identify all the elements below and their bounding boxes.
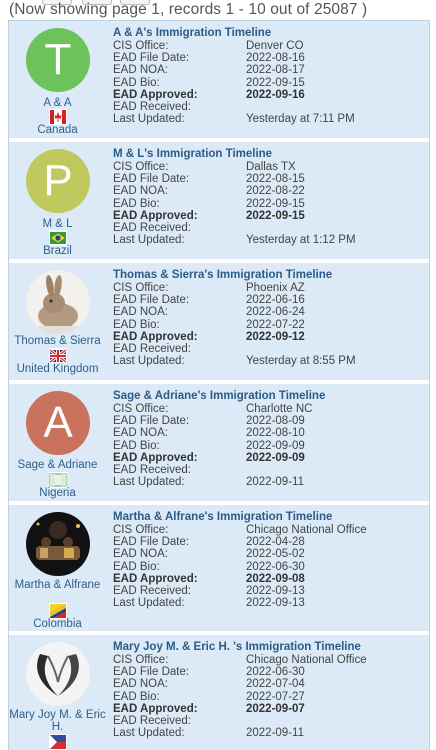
timeline-card[interactable] xyxy=(9,263,429,384)
avatar[interactable]: A xyxy=(26,391,90,455)
approved-value: 2022-09-07 xyxy=(246,702,305,715)
office-row xyxy=(113,161,431,173)
country-label: United Kingdom xyxy=(16,363,99,375)
timeline-card[interactable] xyxy=(9,21,429,142)
field-label: EAD Received: xyxy=(113,100,191,113)
noa-row xyxy=(113,306,431,318)
country-label: Nigeria xyxy=(39,487,76,499)
field-label: EAD Bio: xyxy=(113,560,160,573)
file-date-value: 2022-04-28 xyxy=(246,536,305,549)
approved-value: 2022-09-09 xyxy=(246,451,305,464)
file-date-value: 2022-08-09 xyxy=(246,415,305,428)
approved-value: 2022-09-16 xyxy=(246,88,305,101)
timeline-list xyxy=(8,20,430,750)
office-value: Phoenix AZ xyxy=(246,282,305,294)
updated-row xyxy=(113,355,431,379)
received-row xyxy=(113,464,431,476)
timeline-details xyxy=(113,27,431,137)
field-label: EAD Bio: xyxy=(113,76,160,89)
timeline-card[interactable] xyxy=(9,505,429,635)
file-date-value: 2022-08-16 xyxy=(246,52,305,65)
office-value: Chicago National Office xyxy=(246,524,367,536)
timeline-title[interactable]: Martha & Alfrane's Immigration Timeline xyxy=(113,511,333,523)
file-date-value: 2022-06-30 xyxy=(246,666,305,679)
approved-row xyxy=(113,210,431,222)
office-value: Denver CO xyxy=(246,40,304,52)
updated-row xyxy=(113,727,431,739)
member-name[interactable]: Thomas & Sierra xyxy=(14,335,101,347)
timeline-details xyxy=(113,269,431,379)
field-label: EAD NOA: xyxy=(113,306,168,319)
bio-row xyxy=(113,691,431,703)
noa-value: 2022-07-04 xyxy=(246,678,305,691)
bio-value: 2022-09-09 xyxy=(246,439,305,452)
approved-row xyxy=(113,573,431,585)
bio-value: 2022-09-15 xyxy=(246,76,305,89)
bio-row xyxy=(113,561,431,573)
timeline-card[interactable] xyxy=(9,142,429,263)
office-row xyxy=(113,40,431,52)
approved-row xyxy=(113,89,431,101)
field-label: EAD NOA: xyxy=(113,427,168,440)
noa-value: 2022-06-24 xyxy=(246,306,305,319)
received-row xyxy=(113,585,431,597)
updated-value: 2022-09-13 xyxy=(246,597,305,610)
field-label: CIS Office: xyxy=(113,524,169,536)
approved-row xyxy=(113,331,431,343)
noa-row xyxy=(113,64,431,76)
brazil-flag-icon xyxy=(49,230,67,246)
uk-flag-icon xyxy=(49,348,67,364)
field-label: EAD Bio: xyxy=(113,690,160,703)
received-row xyxy=(113,101,431,113)
received-row xyxy=(113,222,431,234)
noa-row xyxy=(113,678,431,690)
field-label: CIS Office: xyxy=(113,282,169,294)
noa-row xyxy=(113,427,431,439)
timeline-title[interactable]: M & L's Immigration Timeline xyxy=(113,148,273,160)
noa-value: 2022-05-02 xyxy=(246,548,305,561)
file-date-row xyxy=(113,536,431,548)
received-value: 2022-09-13 xyxy=(246,584,305,597)
bio-row xyxy=(113,198,431,210)
timeline-card[interactable] xyxy=(9,635,429,750)
updated-row xyxy=(113,234,431,258)
approved-value: 2022-09-12 xyxy=(246,330,305,343)
timeline-details xyxy=(113,511,431,609)
field-label: EAD Approved: xyxy=(113,330,198,343)
office-value: Dallas TX xyxy=(246,161,296,173)
field-label: EAD Received: xyxy=(113,221,191,234)
noa-value: 2022-08-17 xyxy=(246,64,305,77)
member-name[interactable]: A & A xyxy=(43,97,72,109)
noa-value: 2022-08-22 xyxy=(246,185,305,198)
field-label: CIS Office: xyxy=(113,654,169,666)
avatar-photo[interactable] xyxy=(26,642,90,706)
bio-value: 2022-07-27 xyxy=(246,690,305,703)
member-name[interactable]: M & L xyxy=(42,218,73,230)
field-label: EAD NOA: xyxy=(113,185,168,198)
file-date-row xyxy=(113,294,431,306)
country-label: Brazil xyxy=(43,245,72,257)
timeline-title[interactable]: Thomas & Sierra's Immigration Timeline xyxy=(113,269,333,281)
approved-row xyxy=(113,452,431,464)
field-label: CIS Office: xyxy=(113,40,169,52)
approved-value: 2022-09-15 xyxy=(246,209,305,222)
bio-row xyxy=(113,77,431,89)
bio-value: 2022-09-15 xyxy=(246,197,305,210)
canada-flag-icon xyxy=(49,109,67,125)
updated-row xyxy=(113,597,431,609)
field-label: EAD File Date: xyxy=(113,173,190,186)
nigeria-flag-icon xyxy=(49,472,67,488)
avatar[interactable]: T xyxy=(26,28,90,92)
bio-row xyxy=(113,440,431,452)
page-status-text: (Now showing page 1, records 1 - 10 out of 25087 ) xyxy=(9,1,368,18)
member-name[interactable]: Martha & Alfrane xyxy=(14,579,101,591)
approved-row xyxy=(113,703,431,715)
field-label: EAD NOA: xyxy=(113,678,168,691)
country-label: Canada xyxy=(37,124,78,136)
field-label: Last Updated: xyxy=(113,476,185,489)
file-date-value: 2022-06-16 xyxy=(246,294,305,307)
field-label: EAD Approved: xyxy=(113,88,198,101)
office-row xyxy=(113,403,431,415)
field-label: EAD Received: xyxy=(113,584,191,597)
office-value: Chicago National Office xyxy=(246,654,367,666)
file-date-row xyxy=(113,52,431,64)
field-label: EAD NOA: xyxy=(113,548,168,561)
field-label: EAD File Date: xyxy=(113,666,190,679)
member-name[interactable]: Mary Joy M. & Eric H. xyxy=(9,709,106,733)
field-label: EAD File Date: xyxy=(113,294,190,307)
field-label: EAD Bio: xyxy=(113,439,160,452)
file-date-row xyxy=(113,173,431,185)
received-row xyxy=(113,715,431,727)
field-label: EAD Bio: xyxy=(113,197,160,210)
bio-row xyxy=(113,319,431,331)
noa-row xyxy=(113,185,431,197)
field-label: CIS Office: xyxy=(113,403,169,415)
office-row xyxy=(113,524,431,536)
field-label: EAD Approved: xyxy=(113,451,198,464)
country-label: Colombia xyxy=(33,618,82,630)
field-label: Last Updated: xyxy=(113,597,185,610)
field-label: EAD Received: xyxy=(113,342,191,355)
updated-value: 2022-09-11 xyxy=(246,727,304,740)
file-date-row xyxy=(113,415,431,427)
avatar-photo[interactable] xyxy=(26,512,90,576)
field-label: EAD Approved: xyxy=(113,702,198,715)
member-name[interactable]: Sage & Adriane xyxy=(17,459,98,471)
field-label: EAD Received: xyxy=(113,714,191,727)
file-date-value: 2022-08-15 xyxy=(246,173,305,186)
updated-row xyxy=(113,476,431,488)
noa-row xyxy=(113,548,431,560)
updated-value: Yesterday at 8:55 PM xyxy=(246,355,356,368)
bio-value: 2022-06-30 xyxy=(246,560,305,573)
field-label: EAD File Date: xyxy=(113,52,190,65)
updated-value: Yesterday at 1:12 PM xyxy=(246,234,356,247)
field-label: EAD NOA: xyxy=(113,64,168,77)
timeline-details xyxy=(113,641,431,739)
noa-value: 2022-08-10 xyxy=(246,427,305,440)
updated-value: Yesterday at 7:11 PM xyxy=(246,113,355,126)
updated-value: 2022-09-11 xyxy=(246,476,304,489)
file-date-row xyxy=(113,666,431,678)
avatar-photo[interactable] xyxy=(26,270,90,334)
field-label: Last Updated: xyxy=(113,234,185,247)
office-value: Charlotte NC xyxy=(246,403,313,415)
received-row xyxy=(113,343,431,355)
approved-value: 2022-09-08 xyxy=(246,572,305,585)
field-label: EAD File Date: xyxy=(113,536,190,549)
field-label: Last Updated: xyxy=(113,113,185,126)
field-label: CIS Office: xyxy=(113,161,169,173)
timeline-card[interactable] xyxy=(9,384,429,505)
timeline-details xyxy=(113,148,431,258)
field-label: EAD Approved: xyxy=(113,572,198,585)
bio-value: 2022-07-22 xyxy=(246,318,305,331)
avatar[interactable]: P xyxy=(26,149,90,213)
field-label: EAD Bio: xyxy=(113,318,160,331)
updated-row xyxy=(113,113,431,137)
field-label: EAD Received: xyxy=(113,463,191,476)
colombia-flag-icon xyxy=(49,603,67,619)
flag-icon xyxy=(49,734,67,750)
timeline-title[interactable]: Mary Joy M. & Eric H. 's Immigration Timeline xyxy=(113,641,361,653)
field-label: Last Updated: xyxy=(113,355,185,368)
office-row xyxy=(113,282,431,294)
timeline-details xyxy=(113,390,431,488)
timeline-title[interactable]: A & A's Immigration Timeline xyxy=(113,27,272,39)
timeline-title[interactable]: Sage & Adriane's Immigration Timeline xyxy=(113,390,326,402)
office-row xyxy=(113,654,431,666)
field-label: EAD Approved: xyxy=(113,209,198,222)
field-label: Last Updated: xyxy=(113,727,185,740)
field-label: EAD File Date: xyxy=(113,415,190,428)
